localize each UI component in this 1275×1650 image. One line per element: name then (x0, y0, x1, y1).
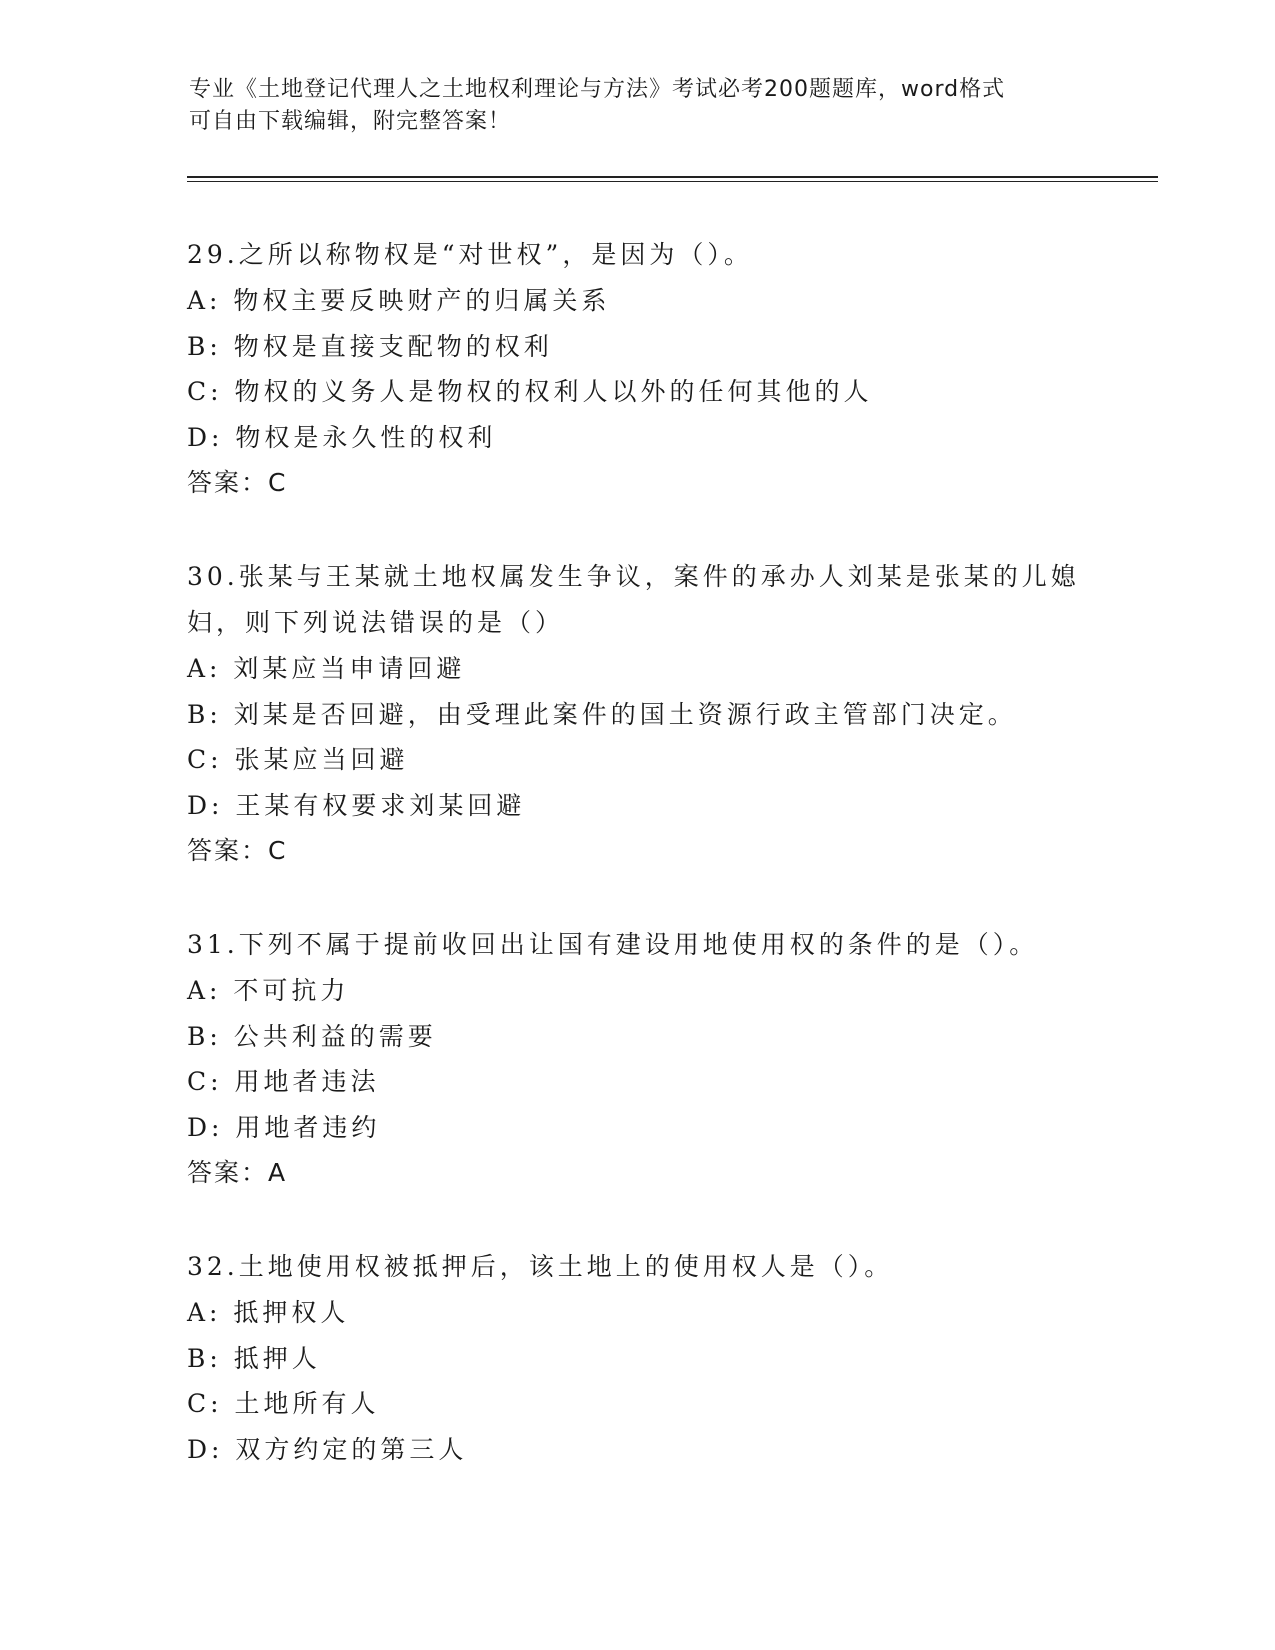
option-b: B: 刘某是否回避，由受理此案件的国土资源行政主管部门决定。 (187, 699, 1017, 729)
header-line-1: 专业《土地登记代理人之土地权利理论与方法》考试必考200题题库，word格式 (189, 77, 1006, 102)
option-b: B: 物权是直接支配物的权利 (187, 331, 553, 361)
option-c: C: 张某应当回避 (187, 745, 409, 774)
option-b: B: 公共利益的需要 (187, 1021, 437, 1051)
option-c: C: 物权的义务人是物权的权利人以外的任何其他的人 (187, 377, 873, 406)
option-b: B: 抵押人 (187, 1343, 321, 1373)
option-d: D: 用地者违约 (187, 1112, 381, 1142)
header-divider-thick (187, 176, 1158, 178)
option-d: D: 王某有权要求刘某回避 (187, 790, 526, 820)
option-d: D: 物权是永久性的权利 (187, 422, 497, 452)
header-divider-thin (187, 181, 1158, 182)
option-a: A: 抵押权人 (187, 1298, 350, 1327)
header-line-2: 可自由下载编辑，附完整答案！ (189, 109, 512, 134)
question-text: 32.土地使用权被抵押后，该土地上的使用权人是（）。 (187, 1252, 894, 1281)
question-text: 29.之所以称物权是“对世权”，是因为（）。 (187, 240, 753, 269)
option-a: A: 不可抗力 (187, 976, 350, 1005)
question-31 (187, 922, 1087, 1196)
option-c: C: 土地所有人 (187, 1389, 380, 1418)
answer-label: 答案：A (187, 1158, 288, 1187)
answer-label: 答案：C (187, 836, 288, 865)
question-32 (187, 1244, 1087, 1472)
question-30 (187, 554, 1087, 874)
answer-label: 答案：C (187, 468, 288, 497)
question-list (187, 232, 1087, 1520)
question-text: 30.张某与王某就土地权属发生争议，案件的承办人刘某是张某的儿媳妇，则下列说法错误的是（） (187, 562, 1080, 637)
question-text: 31.下列不属于提前收回出让国有建设用地使用权的条件的是（）。 (187, 930, 1039, 959)
option-a: A: 物权主要反映财产的归属关系 (187, 286, 611, 315)
option-a: A: 刘某应当申请回避 (187, 654, 466, 683)
question-29 (187, 232, 1087, 506)
document-header (189, 74, 1089, 138)
option-c: C: 用地者违法 (187, 1067, 380, 1096)
option-d: D: 双方约定的第三人 (187, 1434, 468, 1464)
